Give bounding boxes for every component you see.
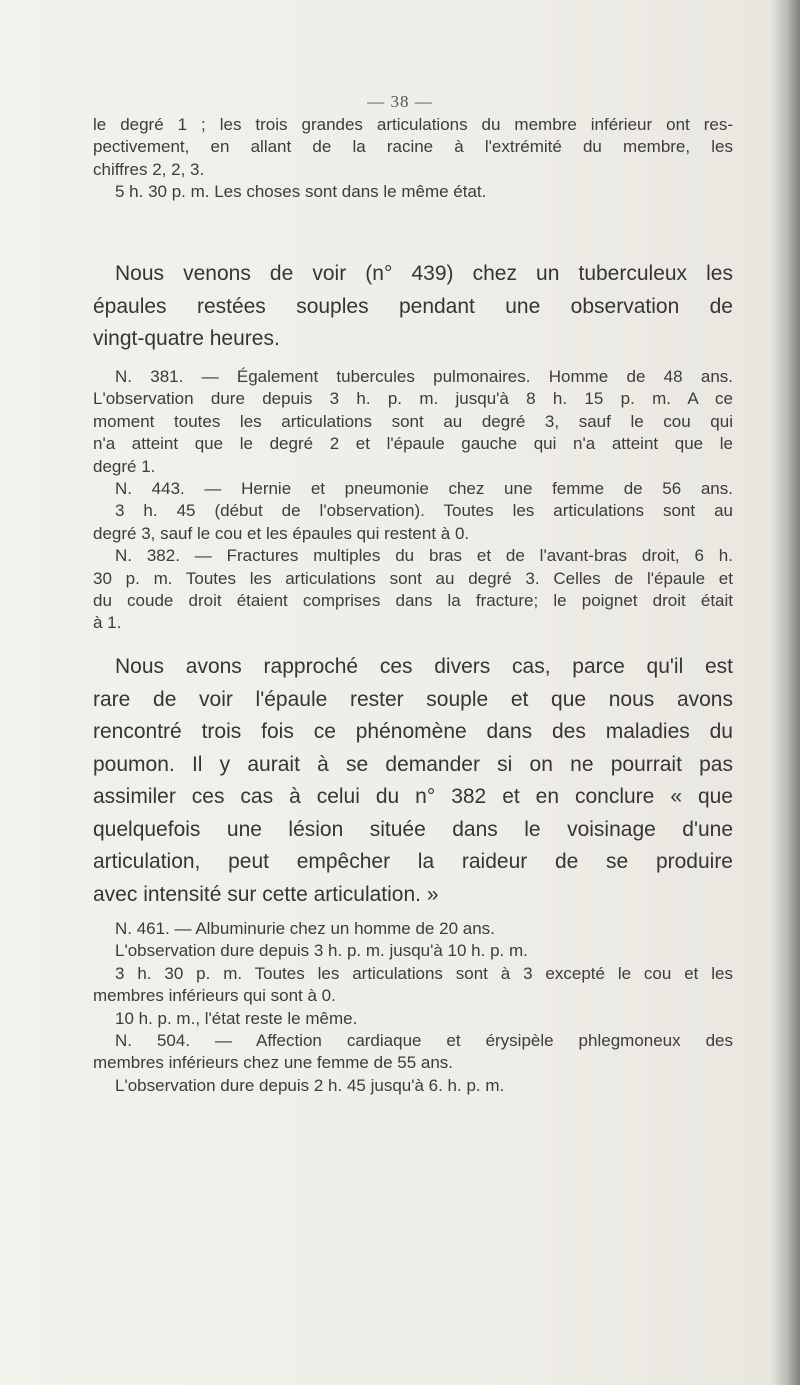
paragraph-commentary-1 (93, 258, 733, 356)
text-line: Nous venons de voir (n° 439) chez un tuberculeux les (115, 262, 733, 285)
paragraph-continuation (93, 114, 733, 204)
case-443-line: N. 443. — Hernie et pneumonie chez une femme de 56 ans. (115, 479, 733, 499)
page-edge-shadow (770, 0, 800, 1385)
text-line: degré 1. (93, 456, 156, 476)
text-line: rencontré trois fois ce phénomène dans des maladies du (93, 720, 733, 743)
text-line: le degré 1 ; les trois grandes articulations du membre inférieur ont res- (93, 115, 733, 134)
text-line: 3 h. 45 (début de l'observation). Toutes les articulations sont au (115, 501, 733, 521)
text-line: quelquefois une lésion située dans le voisinage d'une (93, 817, 733, 841)
text-line: 5 h. 30 p. m. Les choses sont dans le même état. (115, 182, 487, 202)
page-number: — 38 — (367, 92, 433, 111)
text-line: assimiler ces cas à celui du n° 382 et en conclure « que (93, 785, 733, 808)
text-line: avec intensité sur cette articulation. » (93, 882, 439, 906)
text-line: L'observation dure depuis 3 h. p. m. jusqu'à 8 h. 15 p. m. A ce (93, 389, 733, 409)
case-381-line: N. 381. — Également tubercules pulmonaires. Homme de 48 ans. (115, 367, 733, 386)
text-line: articulation, peut empêcher la raideur de se produire (93, 850, 733, 873)
text-line: degré 3, sauf le cou et les épaules qui restent à 0. (93, 523, 470, 543)
text-line: poumon. Il y aurait à se demander si on ne pourrait pas (93, 752, 733, 776)
case-461-line: N. 461. — Albuminurie chez un homme de 20 ans. (115, 919, 495, 938)
text-line: 3 h. 30 p. m. Toutes les articulations sont à 3 excepté le cou et les (115, 963, 733, 983)
text-line: L'observation dure depuis 3 h. p. m. jusqu'à 10 h. p. m. (115, 941, 528, 961)
case-observations-1 (93, 366, 733, 635)
text-line: à 1. (93, 613, 122, 633)
text-line: moment toutes les articulations sont au degré 3, sauf le cou qui (93, 411, 733, 431)
text-line: membres inférieurs qui sont à 0. (93, 986, 336, 1006)
text-line: du coude droit étaient comprises dans la fracture; le poignet droit était (93, 591, 733, 611)
text-line: 30 p. m. Toutes les articulations sont au degré 3. Celles de l'épaule et (93, 568, 733, 588)
text-line: Nous avons rapproché ces divers cas, parce qu'il est (115, 655, 733, 678)
text-line: n'a atteint que le degré 2 et l'épaule gauche qui n'a atteint que le (93, 434, 733, 454)
case-504-line: N. 504. — Affection cardiaque et érysipèle phlegmoneux des (115, 1031, 733, 1051)
text-line: chiffres 2, 2, 3. (93, 159, 205, 179)
case-observations-2 (93, 918, 733, 1097)
text-line: vingt-quatre heures. (93, 327, 280, 350)
text-line: épaules restées souples pendant une observation de (93, 294, 733, 318)
case-382-line: N. 382. — Fractures multiples du bras et de l'avant-bras droit, 6 h. (115, 546, 733, 566)
text-line: pectivement, en allant de la racine à l'extrémité du membre, les (93, 137, 733, 157)
text-line: L'observation dure depuis 2 h. 45 jusqu'à 6. h. p. m. (115, 1075, 505, 1095)
paragraph-commentary-2 (93, 651, 733, 911)
text-line: membres inférieurs chez une femme de 55 ans. (93, 1053, 454, 1073)
text-line: 10 h. p. m., l'état reste le même. (115, 1008, 358, 1028)
text-line: rare de voir l'épaule rester souple et que nous avons (93, 687, 733, 711)
